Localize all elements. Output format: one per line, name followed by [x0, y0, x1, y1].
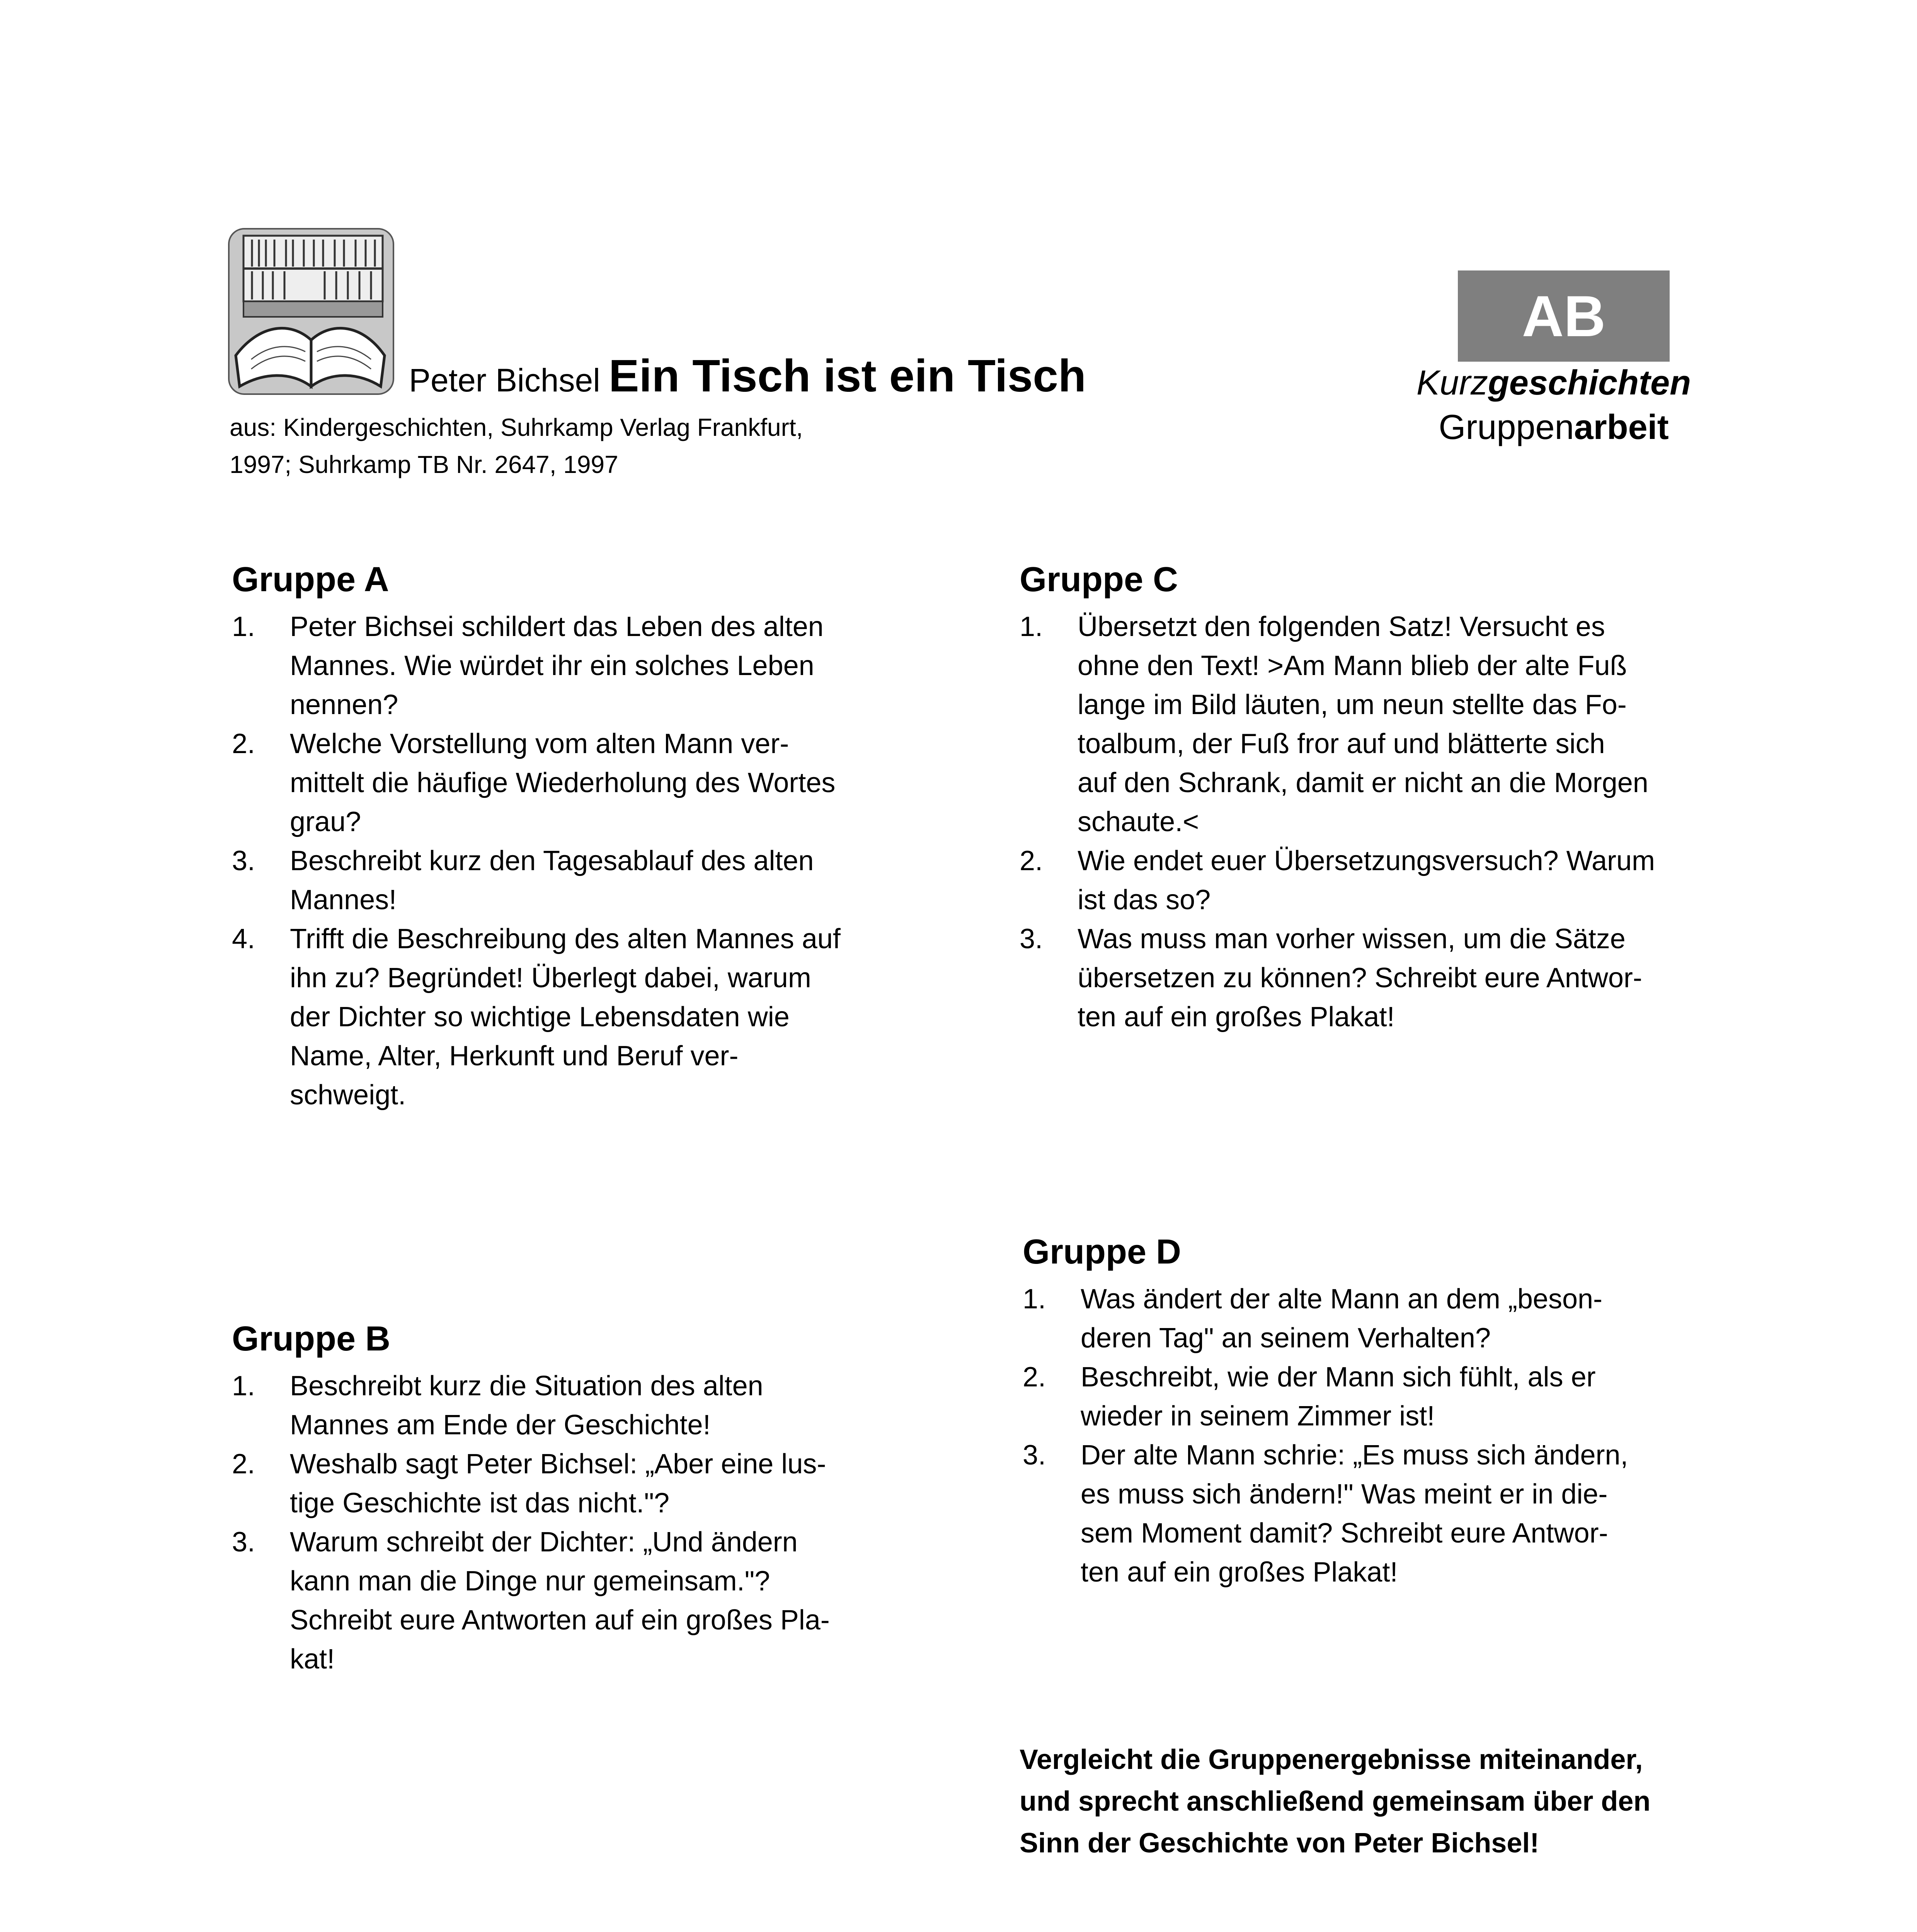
task-number: 3. — [232, 1527, 255, 1558]
task-item — [1023, 1436, 1711, 1592]
genre-label — [1391, 363, 1716, 403]
task-text-line: nennen? — [290, 689, 398, 720]
genre-suffix: geschichten — [1488, 364, 1691, 402]
task-item — [232, 842, 920, 920]
bookshelf-open-book-icon — [228, 228, 394, 395]
task-text-line: lange im Bild läuten, um neun stellte das Fo- — [1078, 689, 1627, 720]
task-text-line: Mannes! — [290, 884, 397, 915]
task-item — [1020, 920, 1708, 1037]
task-text-line: Weshalb sagt Peter Bichsel: „Aber eine lus- — [290, 1449, 826, 1480]
task-item — [1023, 1358, 1711, 1436]
author-name: Peter Bichsel — [409, 362, 600, 398]
task-number: 4. — [232, 923, 255, 954]
task-text-line: ist das so? — [1078, 884, 1211, 915]
worktype-prefix: Gruppen — [1439, 408, 1574, 447]
task-number: 1. — [1020, 611, 1043, 642]
task-text-line: Übersetzt den folgenden Satz! Versucht es — [1078, 611, 1605, 642]
task-number: 2. — [232, 1449, 255, 1480]
source-line: 1997; Suhrkamp TB Nr. 2647, 1997 — [230, 451, 618, 478]
task-number: 2. — [232, 728, 255, 759]
task-number: 1. — [232, 1371, 255, 1401]
task-text-line: übersetzen zu können? Schreibt eure Antwor- — [1078, 963, 1642, 993]
task-text-line: deren Tag" an seinem Verhalten? — [1081, 1323, 1491, 1354]
genre-prefix: Kurz — [1416, 364, 1488, 402]
task-text-line: Mannes am Ende der Geschichte! — [290, 1410, 711, 1440]
task-text-line: grau? — [290, 806, 361, 837]
group-title: Gruppe B — [232, 1320, 391, 1358]
group-title: Gruppe C — [1020, 560, 1178, 599]
group-a-section — [232, 556, 920, 1115]
source-line: aus: Kindergeschichten, Suhrkamp Verlag Frankfurt, — [230, 413, 803, 441]
header-title-line — [409, 350, 1086, 402]
task-number: 3. — [232, 845, 255, 876]
task-text-line: kat! — [290, 1644, 335, 1675]
task-number: 2. — [1020, 845, 1043, 876]
task-text-line: toalbum, der Fuß fror auf und blätterte sich — [1078, 728, 1605, 759]
conclusion-line: Vergleicht die Gruppenergebnisse miteinander, — [1020, 1744, 1643, 1775]
task-number: 2. — [1023, 1362, 1046, 1393]
task-number: 3. — [1020, 923, 1043, 954]
task-item — [232, 724, 920, 842]
worksheet-badge: AB — [1458, 270, 1670, 362]
conclusion-instruction — [1020, 1739, 1700, 1864]
task-item — [232, 1367, 920, 1445]
task-item — [1020, 607, 1708, 842]
story-title: Ein Tisch ist ein Tisch — [608, 350, 1086, 401]
task-text-line: schweigt. — [290, 1080, 406, 1111]
task-text-line: ihn zu? Begründet! Überlegt dabei, warum — [290, 963, 811, 993]
task-text-line: der Dichter so wichtige Lebensdaten wie — [290, 1002, 790, 1032]
task-text-line: Beschreibt kurz den Tagesablauf des alten — [290, 845, 814, 876]
task-text-line: Peter Bichsei schildert das Leben des alten — [290, 611, 824, 642]
task-text-line: wieder in seinem Zimmer ist! — [1081, 1401, 1435, 1432]
task-text-line: Beschreibt, wie der Mann sich fühlt, als er — [1081, 1362, 1596, 1393]
task-number: 1. — [232, 611, 255, 642]
task-item — [1023, 1280, 1711, 1358]
task-item — [232, 1523, 920, 1679]
task-list — [1020, 607, 1708, 1037]
task-item — [232, 1445, 920, 1523]
task-text-line: ten auf ein großes Plakat! — [1078, 1002, 1395, 1032]
task-text-line: auf den Schrank, damit er nicht an die Morgen — [1078, 767, 1648, 798]
task-text-line: es muss sich ändern!" Was meint er in die- — [1081, 1479, 1608, 1510]
group-c-section — [1020, 556, 1708, 1037]
worktype-suffix: arbeit — [1574, 408, 1669, 447]
task-text-line: sem Moment damit? Schreibt eure Antwor- — [1081, 1518, 1608, 1549]
group-b-section — [232, 1316, 920, 1679]
task-number: 3. — [1023, 1440, 1046, 1471]
worktype-label — [1391, 408, 1716, 447]
task-text-line: mittelt die häufige Wiederholung des Wortes — [290, 767, 836, 798]
task-list — [1023, 1280, 1711, 1592]
conclusion-line: Sinn der Geschichte von Peter Bichsel! — [1020, 1828, 1539, 1859]
task-item — [1020, 842, 1708, 920]
group-title: Gruppe D — [1023, 1233, 1182, 1271]
task-text-line: tige Geschichte ist das nicht."? — [290, 1488, 670, 1519]
task-text-line: ohne den Text! >Am Mann blieb der alte Fuß — [1078, 650, 1627, 681]
task-text-line: Warum schreibt der Dichter: „Und ändern — [290, 1527, 798, 1558]
group-d-section — [1023, 1229, 1711, 1592]
task-text-line: Mannes. Wie würdet ihr ein solches Leben — [290, 650, 814, 681]
task-number: 1. — [1023, 1284, 1046, 1315]
task-text-line: Schreibt eure Antworten auf ein großes Pla- — [290, 1605, 830, 1636]
task-text-line: ten auf ein großes Plakat! — [1081, 1557, 1398, 1588]
task-text-line: schaute.< — [1078, 806, 1199, 837]
task-item — [232, 607, 920, 724]
task-list — [232, 607, 920, 1115]
task-text-line: Der alte Mann schrie: „Es muss sich ändern, — [1081, 1440, 1628, 1471]
task-list — [232, 1367, 920, 1679]
task-text-line: Was ändert der alte Mann an dem „beson- — [1081, 1284, 1603, 1315]
group-title: Gruppe A — [232, 560, 389, 599]
conclusion-line: und sprecht anschließend gemeinsam über den — [1020, 1786, 1651, 1817]
task-text-line: Wie endet euer Übersetzungsversuch? Warum — [1078, 845, 1655, 876]
task-text-line: Welche Vorstellung vom alten Mann ver- — [290, 728, 789, 759]
task-text-line: kann man die Dinge nur gemeinsam."? — [290, 1566, 770, 1597]
task-text-line: Name, Alter, Herkunft und Beruf ver- — [290, 1041, 739, 1071]
task-text-line: Trifft die Beschreibung des alten Mannes auf — [290, 923, 841, 954]
source-citation — [230, 409, 887, 483]
task-text-line: Was muss man vorher wissen, um die Sätze — [1078, 923, 1626, 954]
task-text-line: Beschreibt kurz die Situation des alten — [290, 1371, 763, 1401]
task-item — [232, 920, 920, 1115]
